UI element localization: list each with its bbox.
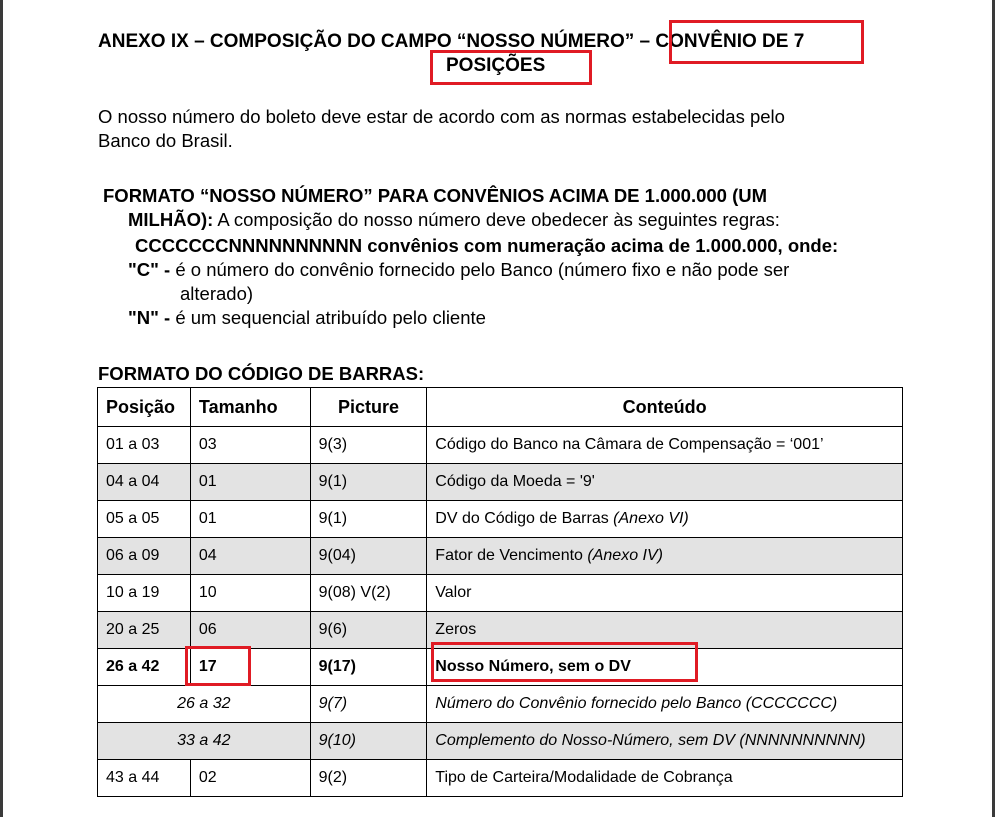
table-row <box>98 575 903 612</box>
conteudo-text: Fator de Vencimento <box>435 547 588 564</box>
format-heading-milhao: MILHÃO): <box>128 209 214 230</box>
table-header-row <box>98 388 903 427</box>
c-label: "C" - <box>128 259 171 280</box>
cell-posicao: 33 a 42 <box>98 723 311 760</box>
table-row <box>98 427 903 464</box>
cell-picture: 9(10) <box>310 723 427 760</box>
cell-posicao: 43 a 44 <box>98 760 191 797</box>
col-header-tamanho: Tamanho <box>190 388 310 427</box>
cell-posicao: 20 a 25 <box>98 612 191 649</box>
cell-tamanho: 17 <box>190 649 310 686</box>
barcode-heading-text: FORMATO DO CÓDIGO DE BARRAS: <box>98 363 425 384</box>
table-subrow-complemento <box>98 723 903 760</box>
table-row-nosso-numero <box>98 649 903 686</box>
cell-conteudo: Zeros <box>427 612 903 649</box>
col-header-picture: Picture <box>310 388 427 427</box>
cell-picture: 9(3) <box>310 427 427 464</box>
cell-conteudo: Tipo de Carteira/Modalidade de Cobrança <box>427 760 903 797</box>
cell-posicao: 05 a 05 <box>98 501 191 538</box>
cell-picture: 9(7) <box>310 686 427 723</box>
cell-tamanho: 10 <box>190 575 310 612</box>
n-text: é um sequencial atribuído pelo cliente <box>170 307 486 328</box>
n-label: "N" - <box>128 307 171 328</box>
format-heading-line1: FORMATO “NOSSO NÚMERO” PARA CONVÊNIOS ACIMA DE 1.000.000 (UM <box>103 185 768 206</box>
cell-posicao: 26 a 42 <box>98 649 191 686</box>
cell-tamanho: 02 <box>190 760 310 797</box>
cell-picture: 9(6) <box>310 612 427 649</box>
cell-conteudo: Complemento do Nosso-Número, sem DV (NNNNNNNNNN) <box>427 723 903 760</box>
conteudo-note: (Anexo IV) <box>587 547 663 564</box>
c-definition <box>128 258 789 282</box>
cell-conteudo <box>427 538 903 575</box>
col-header-posicao: Posição <box>98 388 191 427</box>
cell-picture: 9(08) V(2) <box>310 575 427 612</box>
cell-picture: 9(17) <box>310 649 427 686</box>
cell-tamanho: 01 <box>190 501 310 538</box>
cell-posicao: 01 a 03 <box>98 427 191 464</box>
c-text-line1: é o número do convênio fornecido pelo Banco (número fixo e não pode ser <box>170 259 790 280</box>
cell-tamanho: 01 <box>190 464 310 501</box>
table-row <box>98 464 903 501</box>
cell-posicao: 10 a 19 <box>98 575 191 612</box>
cell-tamanho: 06 <box>190 612 310 649</box>
table-row <box>98 501 903 538</box>
format-heading-line2 <box>128 208 780 232</box>
n-definition <box>128 306 486 330</box>
table-row <box>98 760 903 797</box>
barcode-heading <box>98 362 424 386</box>
intro-line1: O nosso número do boleto deve estar de acordo com as normas estabelecidas pelo <box>98 106 785 127</box>
cell-tamanho: 04 <box>190 538 310 575</box>
col-header-conteudo: Conteúdo <box>427 388 903 427</box>
cell-conteudo: Número do Convênio fornecido pelo Banco (CCCCCCC) <box>427 686 903 723</box>
barcode-table <box>97 387 903 797</box>
cell-conteudo: Valor <box>427 575 903 612</box>
cell-conteudo: Código da Moeda = '9' <box>427 464 903 501</box>
cell-conteudo <box>427 501 903 538</box>
cell-posicao: 26 a 32 <box>98 686 311 723</box>
conteudo-note: (Anexo VI) <box>613 510 689 527</box>
table-subrow-convenio <box>98 686 903 723</box>
cell-posicao: 06 a 09 <box>98 538 191 575</box>
cell-picture: 9(04) <box>310 538 427 575</box>
cell-picture: 9(2) <box>310 760 427 797</box>
intro-line2: Banco do Brasil. <box>98 130 233 151</box>
table-row <box>98 538 903 575</box>
cell-picture: 9(1) <box>310 464 427 501</box>
annex-title-line2: POSIÇÕES <box>446 55 546 76</box>
cell-picture: 9(1) <box>310 501 427 538</box>
c-text-line2: alterado) <box>180 283 254 304</box>
table-row <box>98 612 903 649</box>
format-heading-rule: A composição do nosso número deve obedecer às seguintes regras: <box>213 209 780 230</box>
annex-title-line1: ANEXO IX – COMPOSIÇÃO DO CAMPO “NOSSO NÚMERO” – CONVÊNIO DE 7 <box>98 31 805 52</box>
cell-conteudo: Código do Banco na Câmara de Compensação = ‘001’ <box>427 427 903 464</box>
conteudo-text: DV do Código de Barras <box>435 510 614 527</box>
cell-conteudo: Nosso Número, sem o DV <box>427 649 903 686</box>
pattern-line: CCCCCCCNNNNNNNNNN convênios com numeração acima de 1.000.000, onde: <box>135 235 839 256</box>
cell-posicao: 04 a 04 <box>98 464 191 501</box>
cell-tamanho: 03 <box>190 427 310 464</box>
page-left-border <box>0 0 3 817</box>
